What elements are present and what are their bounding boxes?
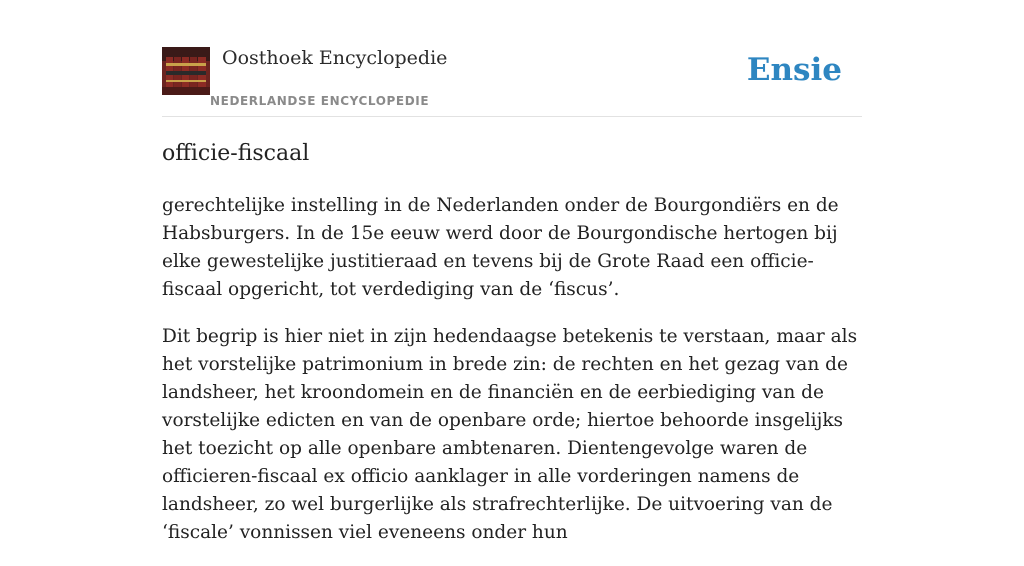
book-spines-avatar-icon[interactable]: [162, 47, 210, 95]
article-paragraph: gerechtelijke instelling in de Nederlanden onder de Bourgondiërs en de Habsburgers. In de 15e eeuw werd door de Bourgondische hertogen bij elke gewestelijke justitieraad en tevens bij de Grote Raad een officie-fiscaal opgericht, tot verdediging van de ‘fiscus’.: [162, 195, 839, 300]
ensie-logo-link[interactable]: Ensie: [746, 52, 842, 88]
page-title: officie-fiscaal: [162, 141, 310, 166]
site-header: [162, 46, 862, 117]
site-name-link[interactable]: Oosthoek Encyclopedie: [222, 47, 448, 69]
article-body: [162, 192, 862, 566]
site-subtitle: NEDERLANDSE ENCYCLOPEDIE: [210, 94, 430, 108]
article-paragraph: Dit begrip is hier niet in zijn hedendaagse betekenis te verstaan, maar als het vorstelijke patrimonium in brede zin: de rechten en het gezag van de landsheer, het kroondomein en de financiën en de eerbiediging van de vorstelijke edicten en van de openbare orde; hiertoe behoorde insgelijks het toezicht op alle openbare ambtenaren. Dientengevolge waren de officieren-fiscaal ex officio aanklager in alle vorderingen namens de landsheer, zo wel burgerlijke als strafrechterlijke. De uitvoering van de ‘fiscale’ vonnissen viel eveneens onder hun: [162, 326, 858, 543]
